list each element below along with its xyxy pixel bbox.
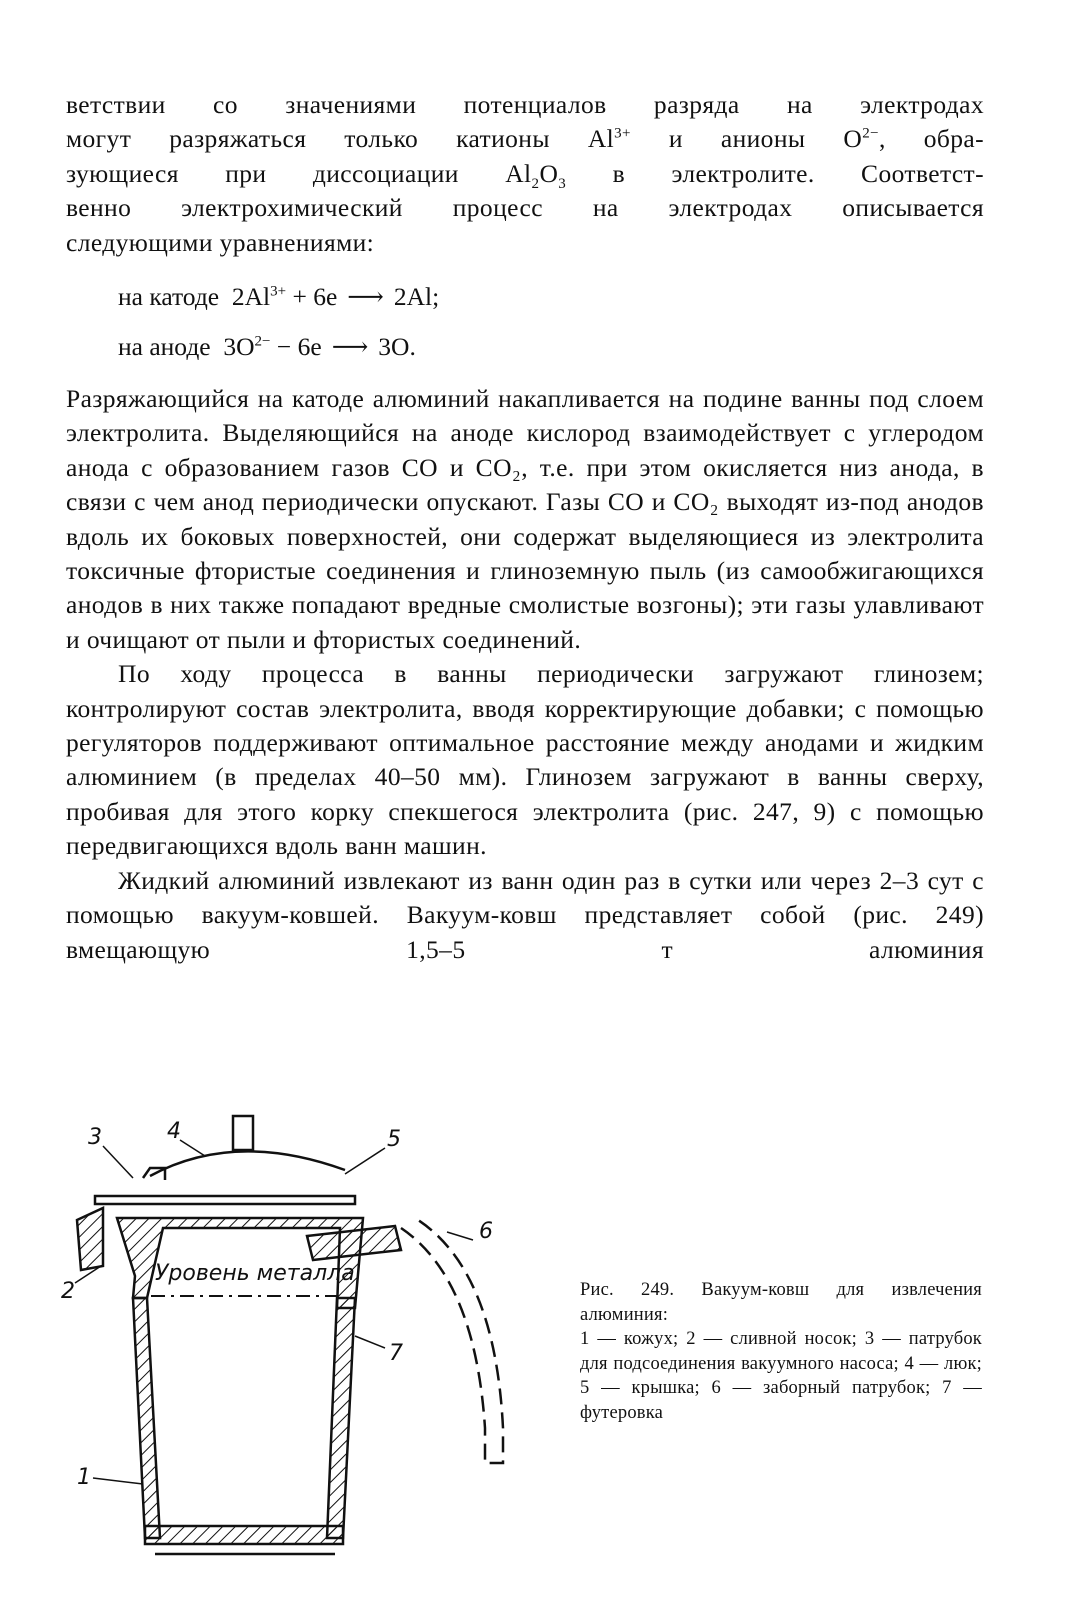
right-wall [327,1298,355,1538]
callout-2: 2 [61,1279,75,1304]
paragraph-4: Жидкий алюминий извлекают из ванн один раз в сутки или через 2–3 сут с помощью вакуум-ковшей. Вакуум-ковш представляет собой (рис. 249) вмещающую 1,5–5 т алюминия [66,865,984,964]
bottom-lining [145,1526,343,1544]
callout-7: 7 [389,1341,403,1366]
left-wall [133,1298,160,1538]
paragraph-intro [66,88,984,260]
figure-caption [580,1278,982,1425]
intro-line-2: могут разряжаться только катионы $Al^{3+}$ и анионы $O^{2-}$, обра- [66,124,984,154]
paragraph-2: Разряжающийся на катоде алюминий накапливается на подине ванны под слоем электролита. Выделяющийся на аноде кислород взаимодействует с углеродом анода с образованием газов CO и CO₂, т.е. при этом окисляется низ анода, в связи с чем анод периодически опускают. Газы CO и CO₂ выходят из-под анодов вдоль их боковых поверхностей, они содержат выделяющиеся из электролита токсичные фтористые соединения и глиноземную пыль (из самообжигающихся анодов в них также попадают вредные смолистые возгоны); эти газы улавливают и очищают от пыли и фтористых соединений. [66,384,984,654]
paragraph-body [66,382,984,967]
intake-hose [401,1218,503,1463]
caption-title: Рис. 249. Вакуум-ковш для извлечения алюминия: [580,1280,982,1325]
callout-4: 4 [167,1119,181,1144]
intro-line-4: венно электрохимический процесс на электродах описывается [66,193,984,223]
paragraph-3: По ходу процесса в ванны периодически загружают глинозем; контролируют состав электролита, вводя корректирующие добавки; с помощью регуляторов поддерживают оптимальное расстояние между анодами и жидким алюминием (в пределах 40–50 мм). Глинозем загружают в ванны сверху, пробивая для этого корку спекшегося электролита (рис. 247, 9) с помощью передвигающихся вдоль ванн машин. [66,659,984,861]
lid-plate [95,1196,355,1204]
anode-equation: на аноде $3O^{2-} - 6e$ ⟶ 3O. [118,330,416,364]
intro-line-1: ветствии со значениями потенциалов разряда на электродах [66,90,984,119]
caption-legend: 1 — кожух; 2 — сливной носок; 3 — патрубок для подсоединения вакуумного насоса; 4 — люк; 5 — крышка; 6 — заборный патрубок; 7 — футеровка [580,1329,982,1423]
lid-dome [150,1151,345,1176]
callout-6: 6 [479,1219,493,1244]
pour-spout [77,1208,103,1270]
intro-line-5: следующими уравнениями: [66,227,375,257]
vacuum-ladle-figure [55,1108,575,1558]
cathode-equation: на катоде $2Al^{3+} + 6e$ ⟶ 2Al; [118,280,439,314]
callout-5: 5 [387,1127,401,1152]
reaction-arrow: ⟶ [347,282,384,311]
intro-line-3: зующиеся при диссоциации $Al_2O_3$ в электролите. Соответст- [66,158,984,192]
callout-1: 1 [77,1465,91,1490]
callout-3: 3 [88,1125,102,1150]
hatch-neck [233,1116,253,1150]
intake-pipe [307,1226,401,1260]
reaction-arrow: ⟶ [331,332,369,361]
metal-level-label: Уровень металла [155,1261,355,1286]
